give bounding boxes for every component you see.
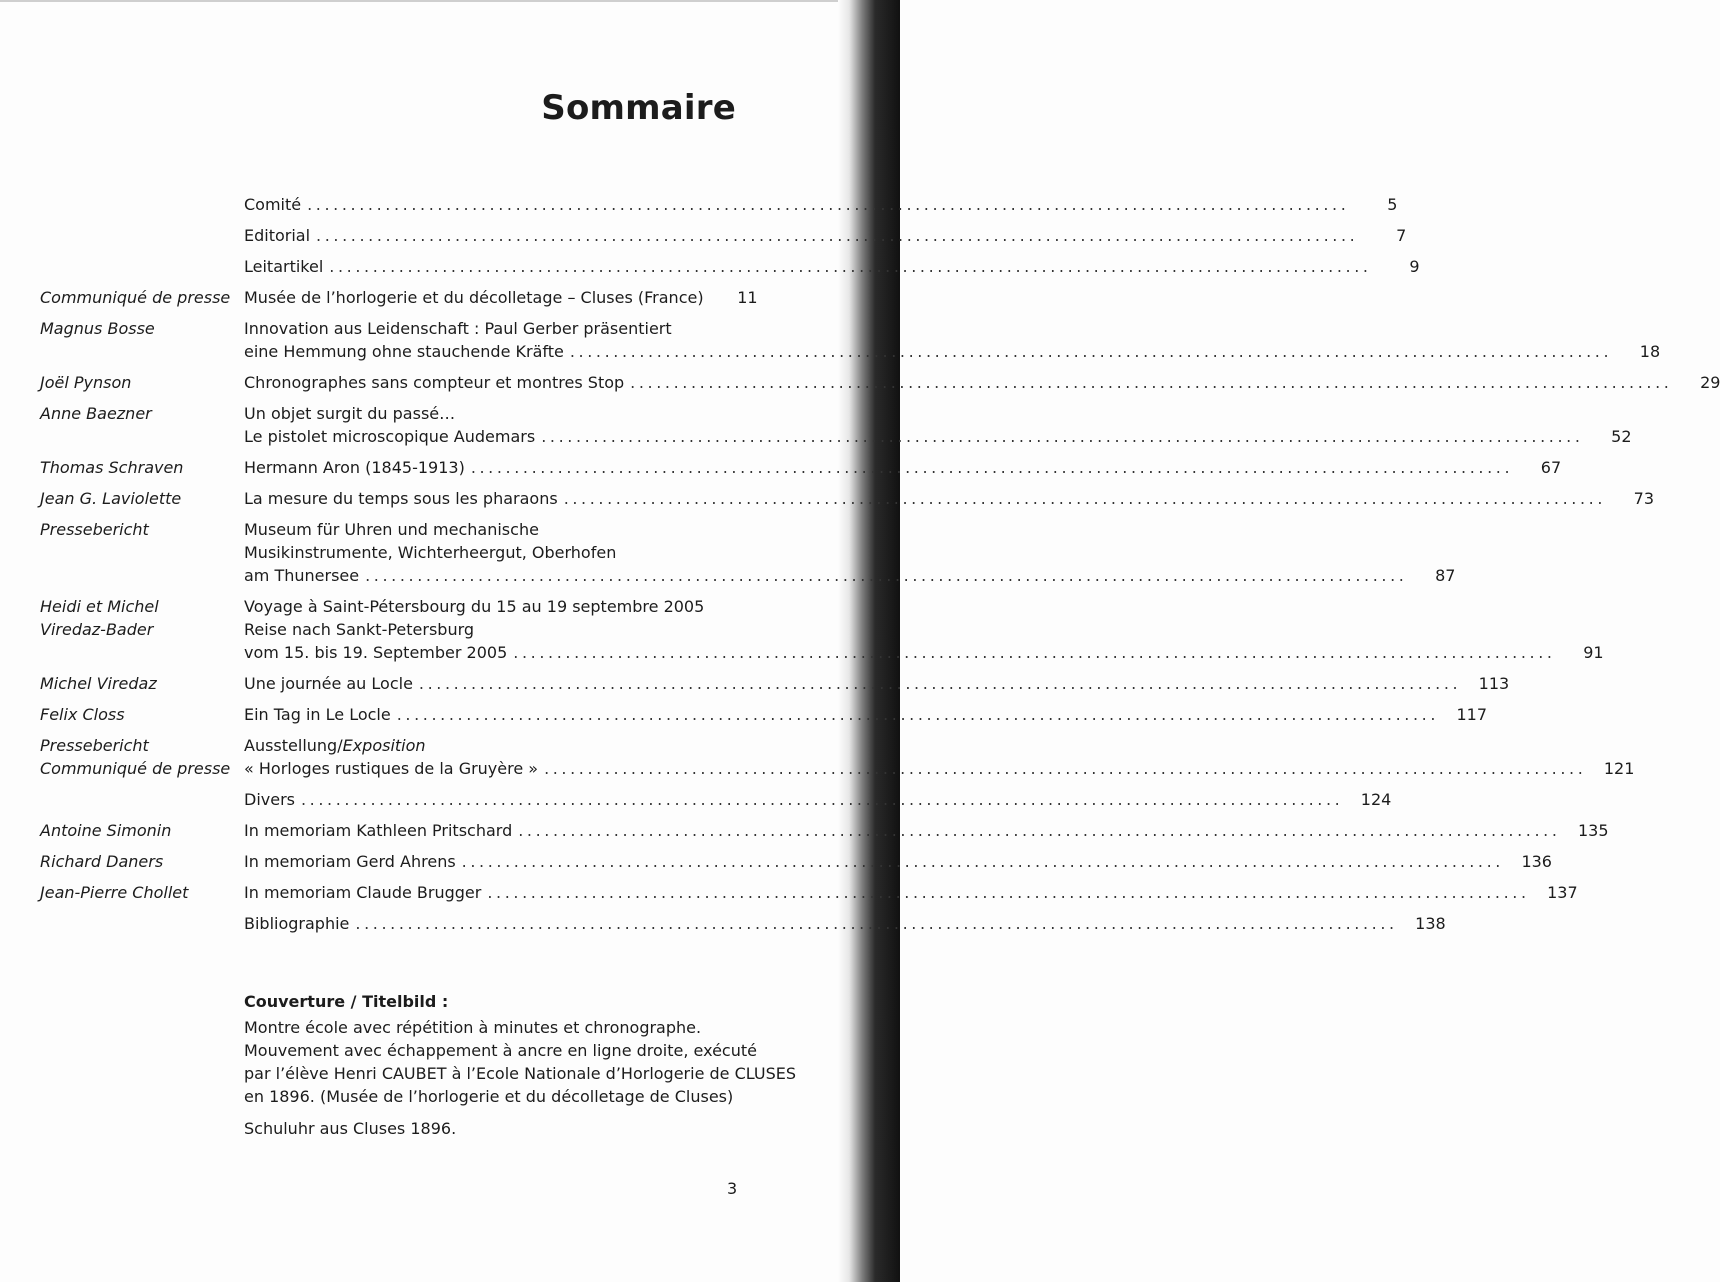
- dot-leader: ........................................................................................................................: [470, 458, 1514, 477]
- cover-text-line: Montre école avec répétition à minutes et chronographe.: [244, 1018, 702, 1037]
- toc-title-line: [244, 224, 1407, 247]
- toc-title-line: [244, 641, 1604, 664]
- dot-leader: ........................................................................................................................: [569, 342, 1613, 361]
- dot-leader: ........................................................................................................................: [513, 643, 1556, 662]
- page-title: Sommaire: [541, 88, 736, 128]
- toc-author: [40, 734, 230, 780]
- toc-title: [244, 703, 1488, 726]
- toc-title-text: Bibliographie: [244, 914, 350, 933]
- toc-page-number: 137: [1547, 883, 1578, 902]
- cover-text-line: Mouvement avec échappement à ancre en ligne droite, exécuté: [244, 1041, 757, 1060]
- cover-text-line: en 1896. (Musée de l’horlogerie et du décolletage de Cluses): [244, 1087, 734, 1106]
- toc-title: [244, 487, 1654, 510]
- toc-author-line: Thomas Schraven: [40, 458, 184, 477]
- page-number: 3: [727, 1179, 738, 1198]
- toc-title-text: Comité: [244, 195, 302, 214]
- toc-title: [244, 317, 1661, 363]
- toc-title-text: « Horloges rustiques de la Gruyère »: [244, 759, 539, 778]
- toc-author: [40, 850, 163, 873]
- toc-title-line: [244, 286, 758, 309]
- toc-page-number: 87: [1435, 566, 1456, 585]
- toc-page-number: 11: [737, 288, 758, 307]
- toc-page-number: 124: [1360, 790, 1392, 809]
- toc-title-text: Musée de l’horlogerie et du décolletage – Cluses (France): [244, 288, 704, 307]
- toc-author: [40, 487, 181, 510]
- top-rule: [0, 0, 840, 2]
- toc-title: [244, 881, 1578, 904]
- toc-title-text: In memoriam Claude Brugger: [244, 883, 482, 902]
- toc-page-number: 7: [1396, 226, 1407, 245]
- toc-page-number: 136: [1521, 852, 1552, 871]
- toc-page-number: 138: [1415, 914, 1446, 933]
- toc-author: [40, 286, 230, 309]
- cover-text-line: par l’élève Henri CAUBET à l’Ecole Nationale d’Horlogerie de CLUSES: [244, 1064, 797, 1083]
- toc-page-number: 135: [1578, 821, 1609, 840]
- toc-title-line: Musikinstrumente, Wichterheergut, Oberhofen: [244, 543, 617, 562]
- toc-title-text: Leitartikel: [244, 257, 324, 276]
- toc-title: [244, 595, 1604, 664]
- toc-author-line: Communiqué de presse: [40, 759, 231, 778]
- toc-title: [244, 788, 1392, 811]
- dot-leader: ........................................................................................................................: [461, 852, 1504, 871]
- toc-title-text: Divers: [244, 790, 295, 809]
- toc-author: [40, 819, 171, 842]
- dot-leader: ........................................................................................................................: [544, 759, 1587, 778]
- toc-title-line: [244, 371, 1720, 394]
- toc-page-number: 113: [1478, 674, 1510, 693]
- toc-title: [244, 819, 1609, 842]
- toc-page-number: 73: [1633, 489, 1654, 508]
- toc-author-line: Heidi et Michel: [40, 597, 159, 616]
- toc-title: [244, 255, 1420, 278]
- toc-title-text: La mesure du temps sous les pharaons: [244, 489, 558, 508]
- toc-title-line: [244, 564, 1456, 587]
- dot-leader: ........................................................................................................................: [316, 226, 1359, 245]
- toc-title-line: [244, 193, 1398, 216]
- toc-title-line: Un objet surgit du passé…: [244, 404, 456, 423]
- toc-author-line: Viredaz-Bader: [40, 620, 154, 639]
- toc-author: [40, 317, 155, 340]
- toc-title-text: Une journée au Locle: [244, 674, 413, 693]
- toc-author: [40, 672, 157, 695]
- toc-title-line: [244, 425, 1632, 448]
- toc-title-line: Ausstellung/Exposition: [244, 736, 426, 755]
- toc-title-text: In memoriam Gerd Ahrens: [244, 852, 456, 871]
- toc-title-line: [244, 850, 1552, 873]
- dot-leader: ........................................................................................................................: [630, 373, 1673, 392]
- toc-author: [40, 595, 159, 641]
- toc-title-line: [244, 881, 1578, 904]
- toc-title-line: [244, 819, 1609, 842]
- toc-title: [244, 672, 1510, 695]
- toc-title-text: Chronographes sans compteur et montres Stop: [244, 373, 625, 392]
- dot-leader: ........................................................................................................................: [365, 566, 1408, 585]
- toc-author-line: Richard Daners: [40, 852, 164, 871]
- toc-title-text: In memoriam Kathleen Pritschard: [244, 821, 513, 840]
- toc-title: [244, 224, 1407, 247]
- toc-author: [40, 456, 183, 479]
- toc-title-line: Voyage à Saint-Pétersbourg du 15 au 19 septembre 2005: [244, 597, 705, 616]
- cover-heading: Couverture / Titelbild :: [244, 992, 449, 1011]
- toc-title-text: am Thunersee: [244, 566, 360, 585]
- toc-title-text: Editorial: [244, 226, 311, 245]
- toc-page-number: 29: [1700, 373, 1720, 392]
- toc-title: [244, 371, 1720, 394]
- toc-author: [40, 703, 125, 726]
- toc-author: [40, 518, 149, 541]
- toc-title: [244, 734, 1635, 780]
- toc-title: [244, 456, 1562, 479]
- toc-title: [244, 286, 758, 309]
- toc-title: [244, 850, 1552, 873]
- toc-title-line: Reise nach Sankt-Petersburg: [244, 620, 475, 639]
- toc-author-line: Anne Baezner: [40, 404, 152, 423]
- toc-title: [244, 912, 1446, 935]
- toc-title-line: [244, 672, 1510, 695]
- dot-leader: ........................................................................................................................: [418, 674, 1462, 693]
- toc-title-line: Museum für Uhren und mechanische: [244, 520, 539, 539]
- toc-title-line: [244, 788, 1392, 811]
- toc-title-text: Le pistolet microscopique Audemars: [244, 427, 536, 446]
- toc-title-text: eine Hemmung ohne stauchende Kräfte: [244, 342, 564, 361]
- toc-author-line: Joël Pynson: [40, 373, 132, 392]
- toc-page-number: 9: [1409, 257, 1420, 276]
- toc-author-line: Michel Viredaz: [40, 674, 157, 693]
- toc-page-number: 117: [1456, 705, 1488, 724]
- toc-title-line: [244, 255, 1420, 278]
- toc-page-number: 52: [1611, 427, 1632, 446]
- toc-author-line: Antoine Simonin: [40, 821, 172, 840]
- toc-author: [40, 881, 188, 904]
- toc-author-line: Communiqué de presse: [40, 288, 231, 307]
- toc-title-line: [244, 487, 1654, 510]
- toc-page-number: 67: [1540, 458, 1562, 477]
- toc-author: [40, 371, 131, 394]
- dot-leader: ........................................................................................................................: [396, 705, 1440, 724]
- toc-title-line: [244, 703, 1488, 726]
- dot-leader: ........................................................................................................................: [355, 914, 1398, 933]
- toc-title-line: Innovation aus Leidenschaft : Paul Gerber präsentiert: [244, 319, 672, 338]
- toc-title: [244, 193, 1398, 216]
- dot-leader: ........................................................................................................................: [301, 790, 1344, 809]
- toc-author-line: Magnus Bosse: [40, 319, 155, 338]
- dot-leader: ........................................................................................................................: [487, 883, 1530, 902]
- dot-leader: ........................................................................................................................: [541, 427, 1584, 446]
- dot-leader: ........................................................................................................................: [518, 821, 1561, 840]
- dot-leader: ........................................................................................................................: [307, 195, 1350, 214]
- dot-leader: ........................................................................................................................: [329, 257, 1372, 276]
- toc-title: [244, 402, 1632, 448]
- cover-text-german: Schuluhr aus Cluses 1896.: [244, 1119, 457, 1138]
- toc-title-line: [244, 340, 1661, 363]
- toc-author-line: Pressebericht: [40, 736, 149, 755]
- toc-page-number: 18: [1639, 342, 1661, 361]
- toc-title-line: [244, 456, 1562, 479]
- toc-title-text: Ein Tag in Le Locle: [244, 705, 391, 724]
- toc-author-line: Jean G. Laviolette: [40, 489, 182, 508]
- toc-title-line: [244, 757, 1635, 780]
- toc-author-line: Felix Closs: [40, 705, 125, 724]
- toc-page-number: 5: [1387, 195, 1398, 214]
- cover-caption: [244, 990, 797, 1140]
- toc-page-number: 121: [1603, 759, 1635, 778]
- toc-author: [40, 402, 152, 425]
- toc-author-line: Jean-Pierre Chollet: [40, 883, 189, 902]
- toc-author-line: Pressebericht: [40, 520, 149, 539]
- toc-title-text: vom 15. bis 19. September 2005: [244, 643, 508, 662]
- toc-title: [244, 518, 1456, 587]
- dot-leader: ........................................................................................................................: [563, 489, 1606, 508]
- toc-page-number: 91: [1583, 643, 1604, 662]
- toc-title-text: Hermann Aron (1845-1913): [244, 458, 465, 477]
- toc-title-line: [244, 912, 1446, 935]
